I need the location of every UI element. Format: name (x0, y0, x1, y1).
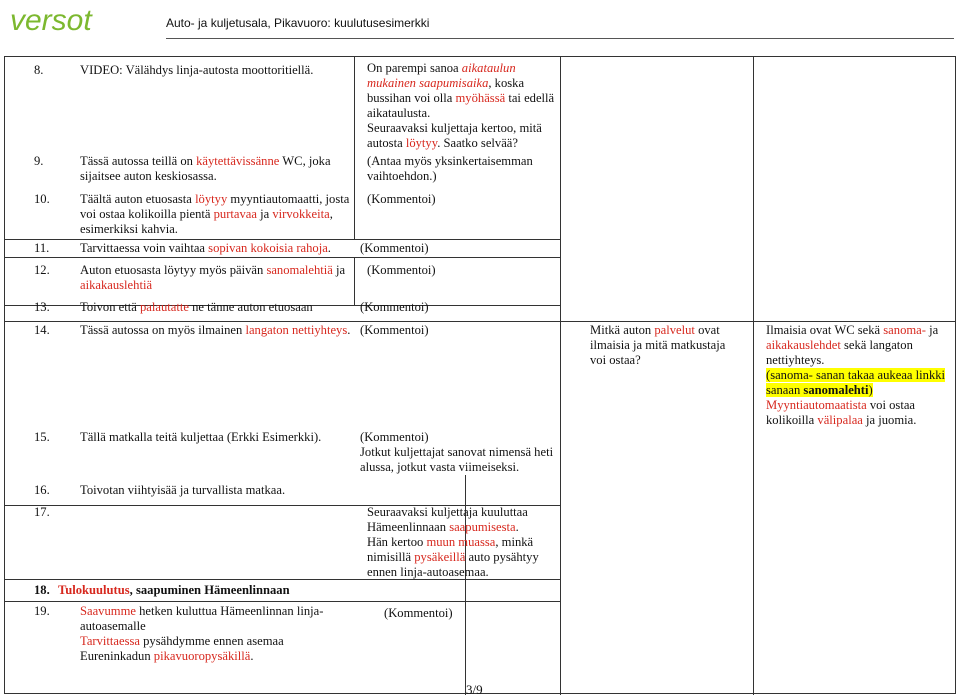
link-sanomalehtia[interactable]: sanomalehtiä (266, 263, 333, 277)
row-number: 19. (34, 604, 50, 618)
link-kaytettavissanne[interactable]: käytettävissänne (196, 154, 280, 168)
row-text: Tässä autossa on myös ilmainen langaton nettiyhteys. (80, 323, 351, 337)
row-text: Tarvittaessa voin vaihtaa sopivan kokoisia rahoja. (80, 241, 331, 255)
link-pikavuoropysakilla[interactable]: pikavuoropysäkillä (153, 649, 251, 663)
link-pysakeilla[interactable]: pysäkeillä (414, 550, 466, 564)
link-langaton-nettiyhteys[interactable]: langaton nettiyhteys (245, 323, 348, 337)
row-text: VIDEO: Välähdys linja-autosta moottoritiellä. (80, 63, 314, 77)
row-number: 16. (34, 483, 50, 497)
link-sopivan-kokoisia-rahoja[interactable]: sopivan kokoisia rahoja (208, 241, 328, 255)
row-text: Tulokuulutus, saapuminen Hämeenlinnaan (58, 583, 290, 597)
teacher-note: (Antaa myös yksinkertaisemman vaihtoehdon.) (367, 154, 533, 183)
row-text: Tällä matkalla teitä kuljettaa (Erkki Esimerkki). (80, 430, 322, 444)
comment-link[interactable]: (Kommentoi) (367, 263, 436, 277)
link-saapumisesta[interactable]: saapumisesta (449, 520, 516, 534)
question: Mitkä auton palvelut ovat ilmaisia ja mitä matkustaja voi ostaa? (590, 323, 726, 367)
link-aikakauslehdet[interactable]: aikakauslehdet (766, 338, 841, 352)
row-number: 14. (34, 323, 50, 337)
teacher-note: Seuraavaksi kuljettaja kuuluttaa Hämeenlinnaan saapumisesta. Hän kertoo muun muassa, minkä nimisillä pysäkeillä auto pysähtyy ennen linja-autoasemaa. (367, 505, 539, 579)
link-valipalaa[interactable]: välipalaa (817, 413, 863, 427)
row-text: Täältä auton etuosasta löytyy myyntiautomaatti, josta voi ostaa kolikoilla pientä purtavaa ja virvokkeita, esimerkiksi kahvia. (80, 192, 350, 236)
comment-link[interactable]: (Kommentoi) (360, 241, 429, 255)
teacher-note: Jotkut kuljettajat sanovat nimensä heti alussa, jotkut vasta viimeiseksi. (360, 445, 554, 474)
row-text: Saavumme hetken kuluttua Hämeenlinnan linja-autoasemalle Tarvittaessa pysähdymme ennen asemaa Eureninkadun pikavuoropysäkillä. (80, 604, 324, 663)
row-number: 12. (34, 263, 50, 277)
row-divider (5, 601, 560, 602)
comment-link[interactable]: (Kommentoi) (384, 606, 453, 620)
comment-link[interactable]: (Kommentoi) (360, 300, 429, 314)
link-sanoma[interactable]: sanoma- (883, 323, 926, 337)
comment-link[interactable]: (Kommentoi) (360, 430, 429, 444)
link-loytyy[interactable]: löytyy (195, 192, 228, 206)
row-number: 9. (34, 154, 44, 168)
teacher-note: On parempi sanoa aikataulun mukainen saapumisaika, koska bussihan voi olla myöhässä tai edellä aikataulusta. Seuraavaksi kuljettaja kertoo, mitä autosta löytyy. Saatko selvää? (367, 61, 555, 150)
header-divider (166, 38, 954, 39)
row-number: 10. (34, 192, 50, 206)
row-text: Tässä autossa teillä on käytettävissänne WC, joka sijaitsee auton keskiosassa. (80, 154, 331, 183)
row-divider (5, 239, 560, 240)
document-title: Auto- ja kuljetusala, Pikavuoro: kuulutusesimerkki (166, 16, 430, 30)
link-aikakauslehtia[interactable]: aikakauslehtiä (80, 278, 153, 292)
highlighted-sanomalehti: sanomalehti (803, 383, 869, 397)
row-text: Auton etuosasta löytyy myös päivän sanomalehtiä ja aikakauslehtiä (80, 263, 346, 292)
link-tarvittaessa[interactable]: Tarvittaessa (80, 634, 140, 648)
comment-link[interactable]: (Kommentoi) (367, 192, 436, 206)
link-myyntiautomaatista[interactable]: Myyntiautomaatista (766, 398, 867, 412)
row-number: 15. (34, 430, 50, 444)
row-divider (5, 257, 560, 258)
link-saavumme[interactable]: Saavumme (80, 604, 136, 618)
col-divider-2 (560, 57, 561, 695)
link-loytyy[interactable]: löytyy (405, 136, 438, 150)
row-number: 18. (34, 583, 50, 597)
link-tulokuulutus[interactable]: Tulokuulutus (58, 583, 130, 597)
link-virvokkeita[interactable]: virvokkeita (272, 207, 330, 221)
link-muun-muassa[interactable]: muun muassa (426, 535, 496, 549)
page-number: 3/9 (466, 682, 483, 697)
link-palautatte[interactable]: palautatte (139, 300, 189, 314)
link-myohassa[interactable]: myöhässä (455, 91, 506, 105)
answer: Ilmaisia ovat WC sekä sanoma- ja aikakauslehdet sekä langaton nettiyhteys. (sanoma- sanan takaa aukeaa linkki sanaan sanomalehti) Myyntiautomaatista voi ostaa kolikoilla välipalaa ja juomia. (766, 323, 946, 427)
table-row (34, 505, 50, 520)
comment-link[interactable]: (Kommentoi) (360, 323, 429, 337)
logo-text: versot (10, 4, 92, 37)
row-divider (5, 321, 955, 322)
versot-logo (8, 2, 118, 38)
row-number: 11. (34, 241, 50, 255)
link-purtavaa[interactable]: purtavaa (213, 207, 257, 221)
link-aikataulun-mukainen-saapumisaika[interactable]: aikataulun mukainen saapumisaika (367, 61, 516, 90)
row-number: 8. (34, 63, 44, 77)
link-palvelut[interactable]: palvelut (654, 323, 695, 337)
col-divider-3 (753, 57, 754, 695)
row-text: Toivon että palautatte ne tänne auton etuosaan (80, 300, 313, 314)
row-number: 13. (34, 300, 50, 314)
row-number: 17. (34, 505, 50, 519)
row-text: Toivotan viihtyisää ja turvallista matkaa. (80, 483, 286, 497)
